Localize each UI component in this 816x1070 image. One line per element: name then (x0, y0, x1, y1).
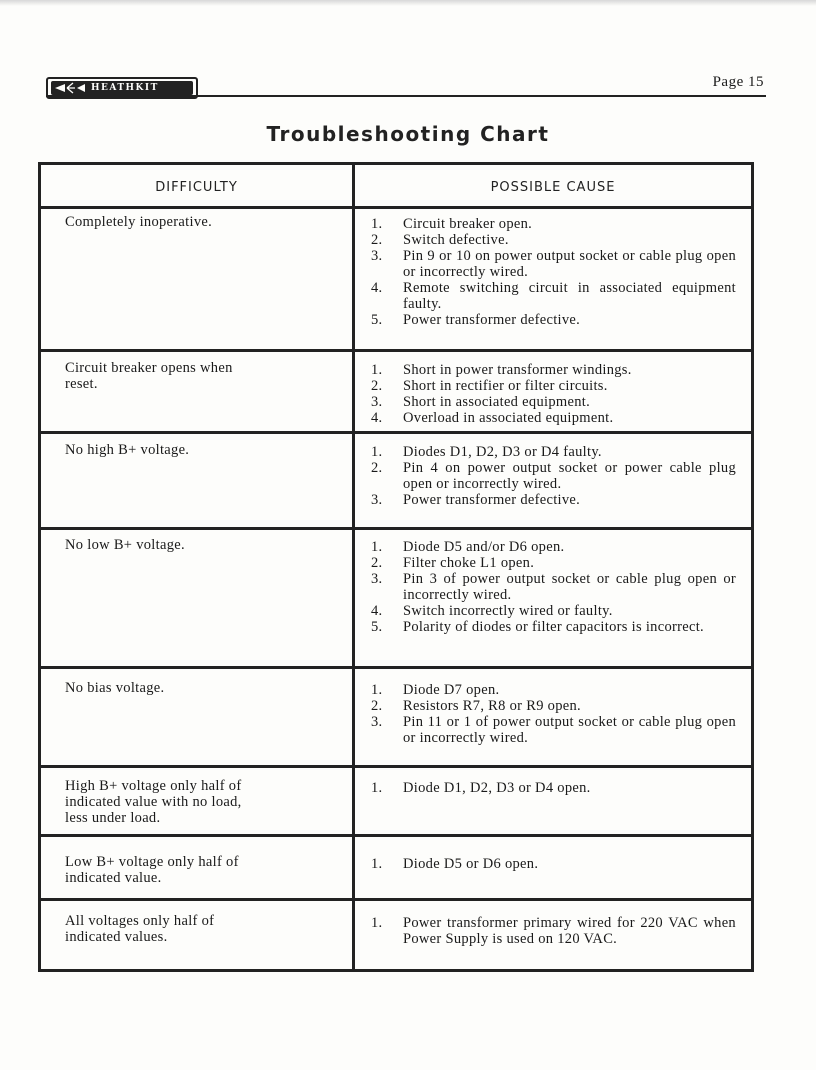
cause-item: 2. Filter choke L1 open. (371, 555, 535, 571)
column-header-difficulty: DIFFICULTY (155, 179, 238, 195)
row-6-causes (371, 780, 736, 796)
cause-item: 2. Resistors R7, R8 or R9 open. (371, 698, 581, 714)
page-number: Page 15 (712, 74, 764, 90)
row-7-difficulty: Low B+ voltage only half of indicated value. (65, 854, 239, 886)
troubleshooting-table (38, 162, 754, 972)
cause-item: 1. Diode D5 or D6 open. (371, 856, 539, 872)
cause-item: 1. Power transformer primary wired for 220 VAC when Power Supply is used on 120 VAC. (371, 915, 736, 947)
cause-item: 4. Overload in associated equipment. (371, 410, 614, 426)
logo-brand-text: HEATHKIT (91, 83, 159, 93)
scan-top-edge (0, 0, 816, 6)
cause-item: 3. Short in associated equipment. (371, 394, 590, 410)
row-3-causes (371, 444, 736, 508)
row-divider (41, 898, 751, 901)
cause-item: 4. Switch incorrectly wired or faulty. (371, 603, 613, 619)
row-8-difficulty: All voltages only half of indicated values. (65, 913, 215, 945)
row-1-difficulty: Completely inoperative. (65, 214, 213, 230)
row-divider (41, 349, 751, 352)
header-rule-bottom (41, 206, 751, 209)
cause-item: 3. Pin 3 of power output socket or cable plug open or incorrectly wired. (371, 571, 736, 603)
row-4-causes (371, 539, 736, 635)
header-rule (46, 95, 766, 97)
row-2-causes (371, 362, 736, 426)
cause-item: 3. Pin 9 or 10 on power output socket or cable plug open or incorrectly wired. (371, 248, 736, 280)
row-divider (41, 834, 751, 837)
cause-item: 1. Short in power transformer windings. (371, 362, 632, 378)
row-3-difficulty: No high B+ voltage. (65, 442, 190, 458)
heathkit-emblem-icon (53, 81, 87, 95)
cause-item: 2. Short in rectifier or filter circuits. (371, 378, 608, 394)
row-divider (41, 527, 751, 530)
column-divider (352, 165, 355, 969)
cause-item: 5. Power transformer defective. (371, 312, 581, 328)
row-divider (41, 431, 751, 434)
row-divider (41, 666, 751, 669)
row-divider (41, 765, 751, 768)
cause-item: 3. Power transformer defective. (371, 492, 581, 508)
row-4-difficulty: No low B+ voltage. (65, 537, 185, 553)
cause-item: 2. Switch defective. (371, 232, 509, 248)
row-7-causes (371, 856, 736, 872)
row-5-difficulty: No bias voltage. (65, 680, 165, 696)
row-5-causes (371, 682, 736, 746)
cause-item: 1. Diode D1, D2, D3 or D4 open. (371, 780, 591, 796)
cause-item: 1. Diode D5 and/or D6 open. (371, 539, 565, 555)
cause-item: 2. Pin 4 on power output socket or power cable plug open or incorrectly wired. (371, 460, 736, 492)
cause-item: 4. Remote switching circuit in associated equipment faulty. (371, 280, 736, 312)
cause-item: 1. Diodes D1, D2, D3 or D4 faulty. (371, 444, 602, 460)
row-6-difficulty: High B+ voltage only half of indicated value with no load, less under load. (65, 778, 242, 826)
page-title: Troubleshooting Chart (266, 122, 550, 146)
row-8-causes (371, 915, 736, 947)
cause-item: 1. Circuit breaker open. (371, 216, 533, 232)
row-1-causes (371, 216, 736, 328)
cause-item: 3. Pin 11 or 1 of power output socket or cable plug open or incorrectly wired. (371, 714, 736, 746)
cause-item: 1. Diode D7 open. (371, 682, 500, 698)
column-header-possible-cause: POSSIBLE CAUSE (490, 179, 616, 195)
row-2-difficulty: Circuit breaker opens when reset. (65, 360, 233, 392)
cause-item: 5. Polarity of diodes or filter capacitors is incorrect. (371, 619, 704, 635)
